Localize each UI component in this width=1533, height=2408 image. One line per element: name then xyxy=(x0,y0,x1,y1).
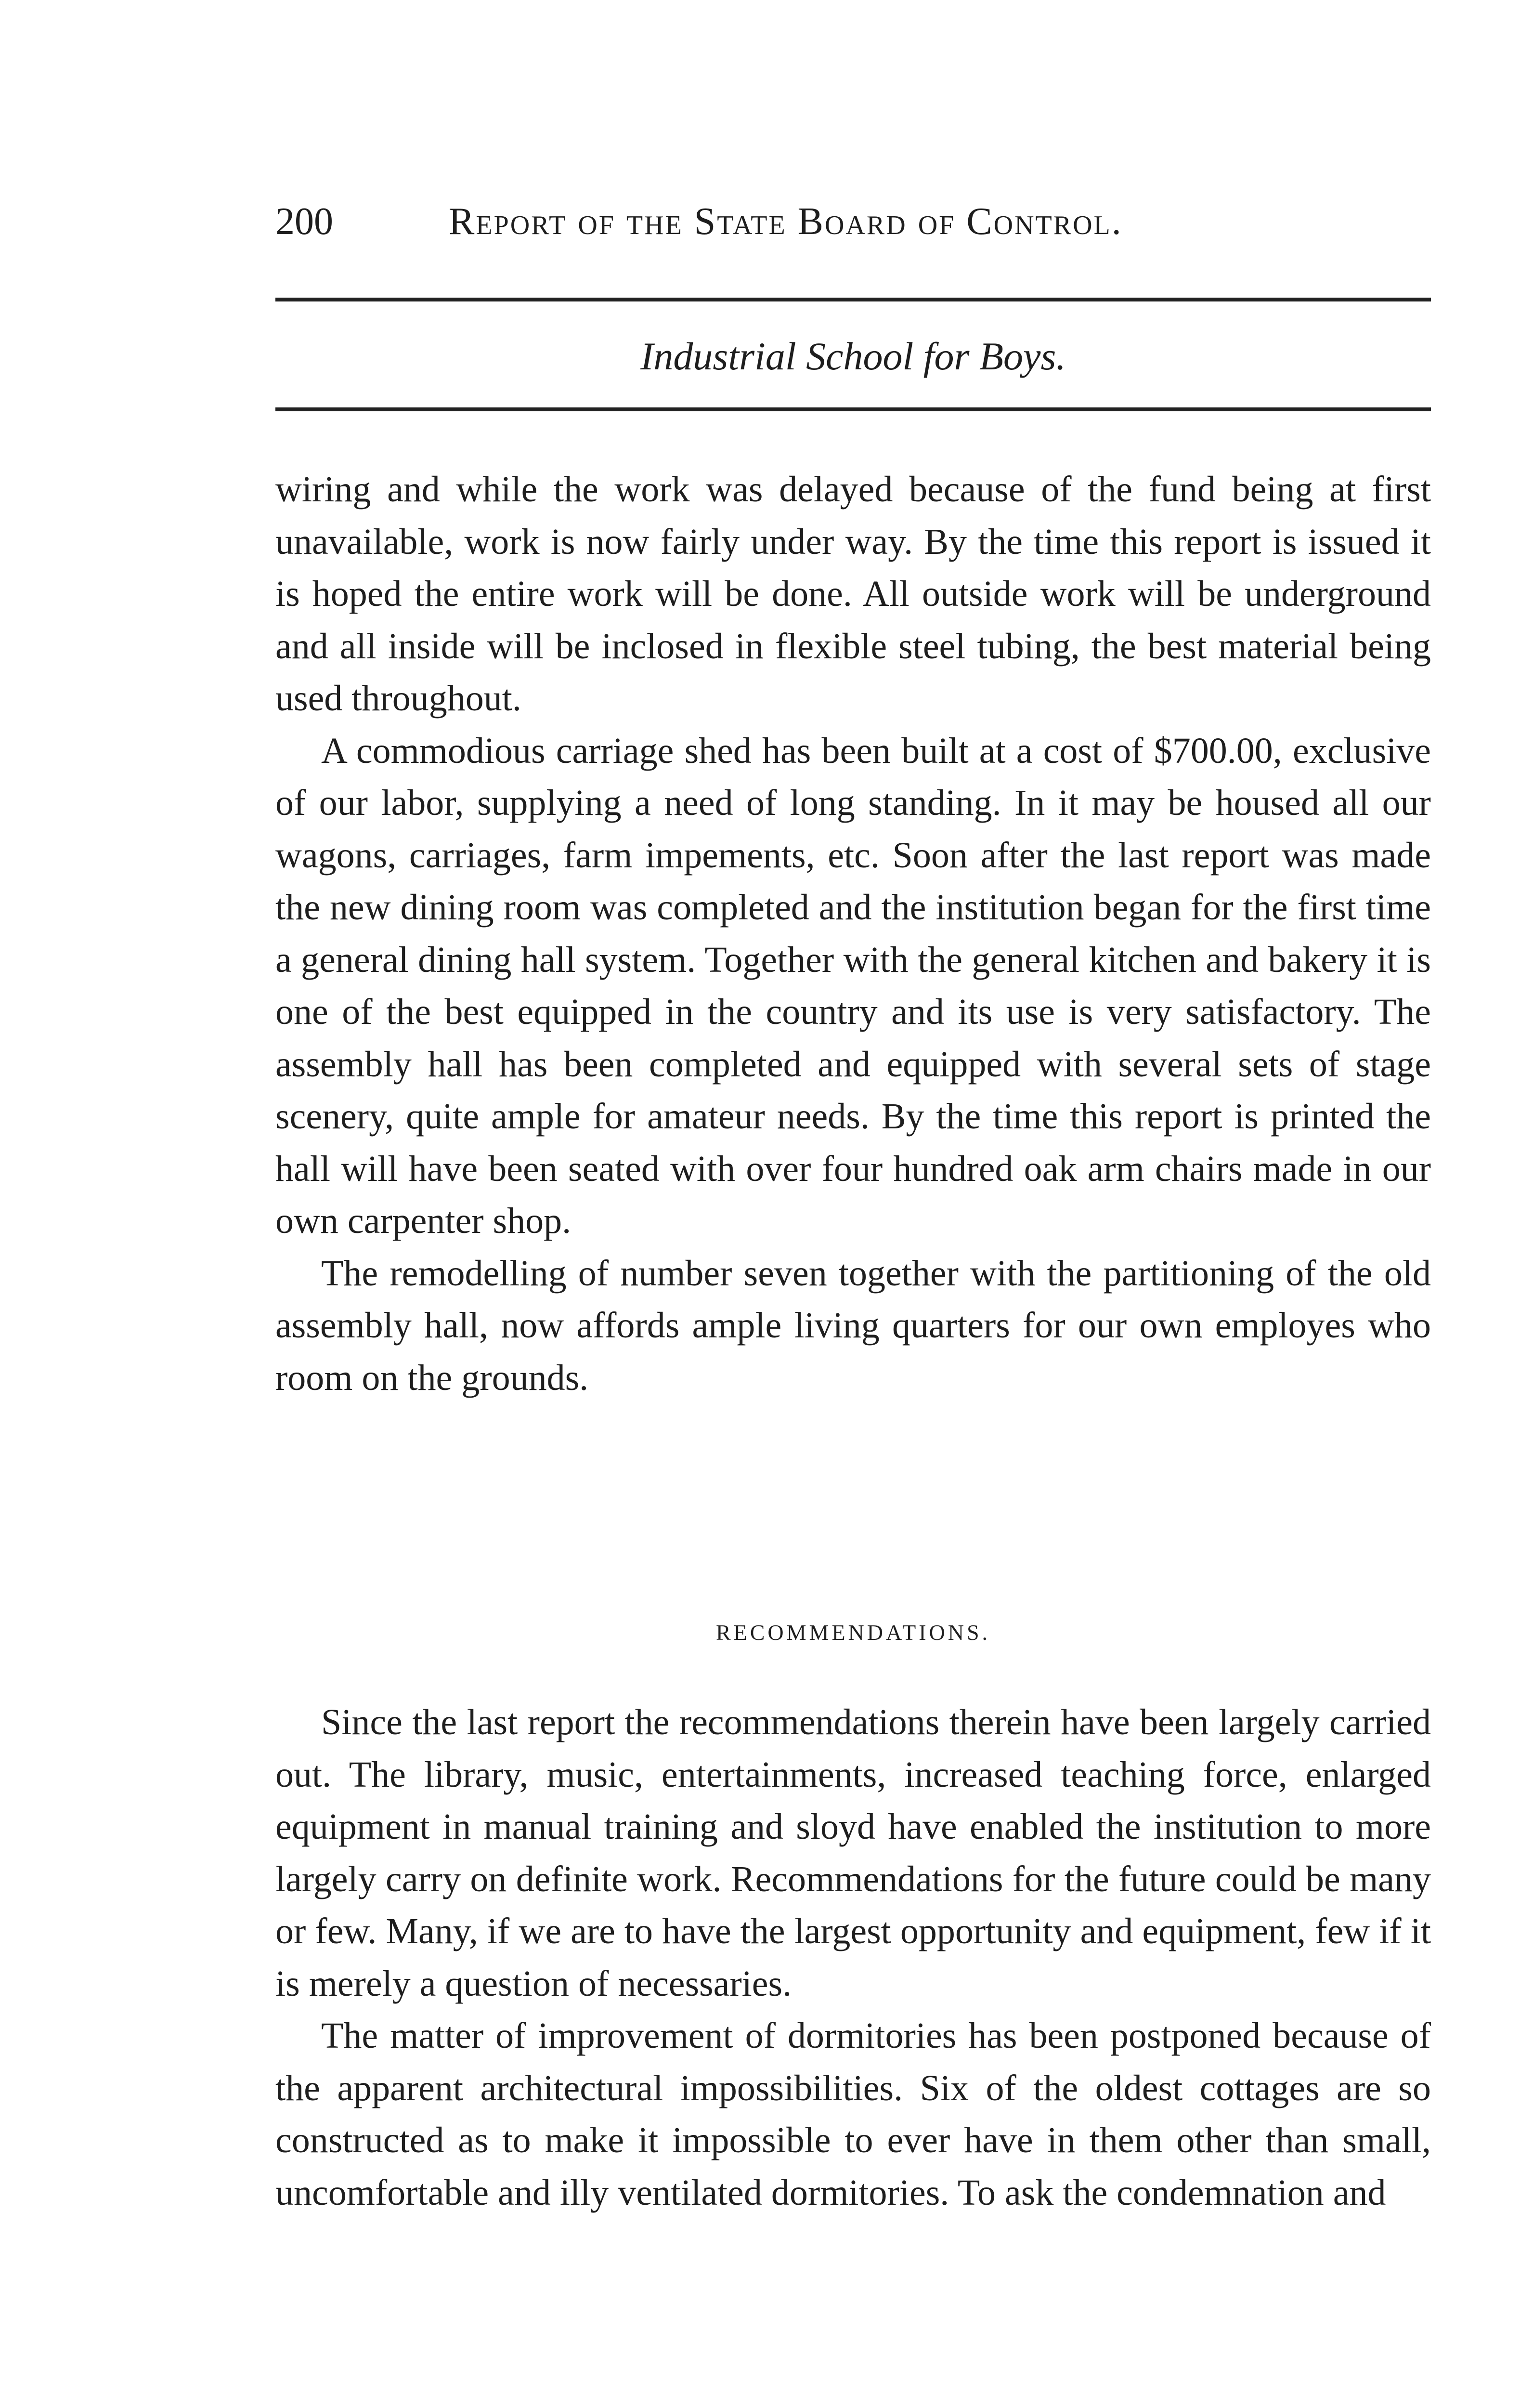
body-text-part-2 xyxy=(275,1696,1431,2219)
header-rule-bottom xyxy=(275,407,1431,411)
page-number: 200 xyxy=(275,200,333,243)
paragraph-carriage-shed: A commodious carriage shed has been built at a cost of $700.00, exclusive of our labor, supplying a need of long standing. In it may be housed all our wagons, carriages, farm impements, etc. Soon after the last report was made the new dining room was completed and the institution began for the first time a general dining hall system. Together with the general kitchen and bakery it is one of the best equipped in the country and its use is very satisfactory. The assembly hall has been completed and equipped with several sets of stage scenery, quite ample for amateur needs. By the time this report is printed the hall will have been seated with over four hundred oak arm chairs made in our own carpenter shop. xyxy=(275,730,1431,1241)
running-title: Report of the State Board of Control. xyxy=(449,200,1123,243)
header-rule-top xyxy=(275,298,1431,301)
recommendations-heading: RECOMMENDATIONS. xyxy=(715,1620,991,1645)
paragraph-since-last-report: Since the last report the recommendations therein have been largely carried out. The library, music, entertainments, increased teaching force, enlarged equipment in manual training and sloyd have enabled the institution to more largely carry on definite work. Recommendations for the future could be many or few. Many, if we are to have the largest opportunity and equipment, few if it is merely a question of necessaries. xyxy=(275,1702,1431,2004)
paragraph-wiring: wiring and while the work was delayed because of the fund being at first unavailable, work is now fairly under way. By the time this report is issued it is hoped the entire work will be done. All outside work will be underground and all inside will be inclosed in flexible steel tubing, the best material being used throughout. xyxy=(275,469,1431,719)
body-text-part-1 xyxy=(275,463,1431,1404)
section-title: Industrial School for Boys. xyxy=(640,334,1066,378)
running-header xyxy=(275,193,1431,250)
paragraph-dormitories: The matter of improvement of dormitories has been postponed because of the apparent architectural impossibilities. Six of the oldest cottages are so constructed as to make it impossible to ever have in them other than small, uncomfortable and illy ventilated dormitories. To ask the condemnation and xyxy=(275,2015,1431,2213)
paragraph-remodelling: The remodelling of number seven together with the partitioning of the old assembly hall, now affords ample living quarters for our own employes who room on the grounds. xyxy=(275,1253,1431,1398)
